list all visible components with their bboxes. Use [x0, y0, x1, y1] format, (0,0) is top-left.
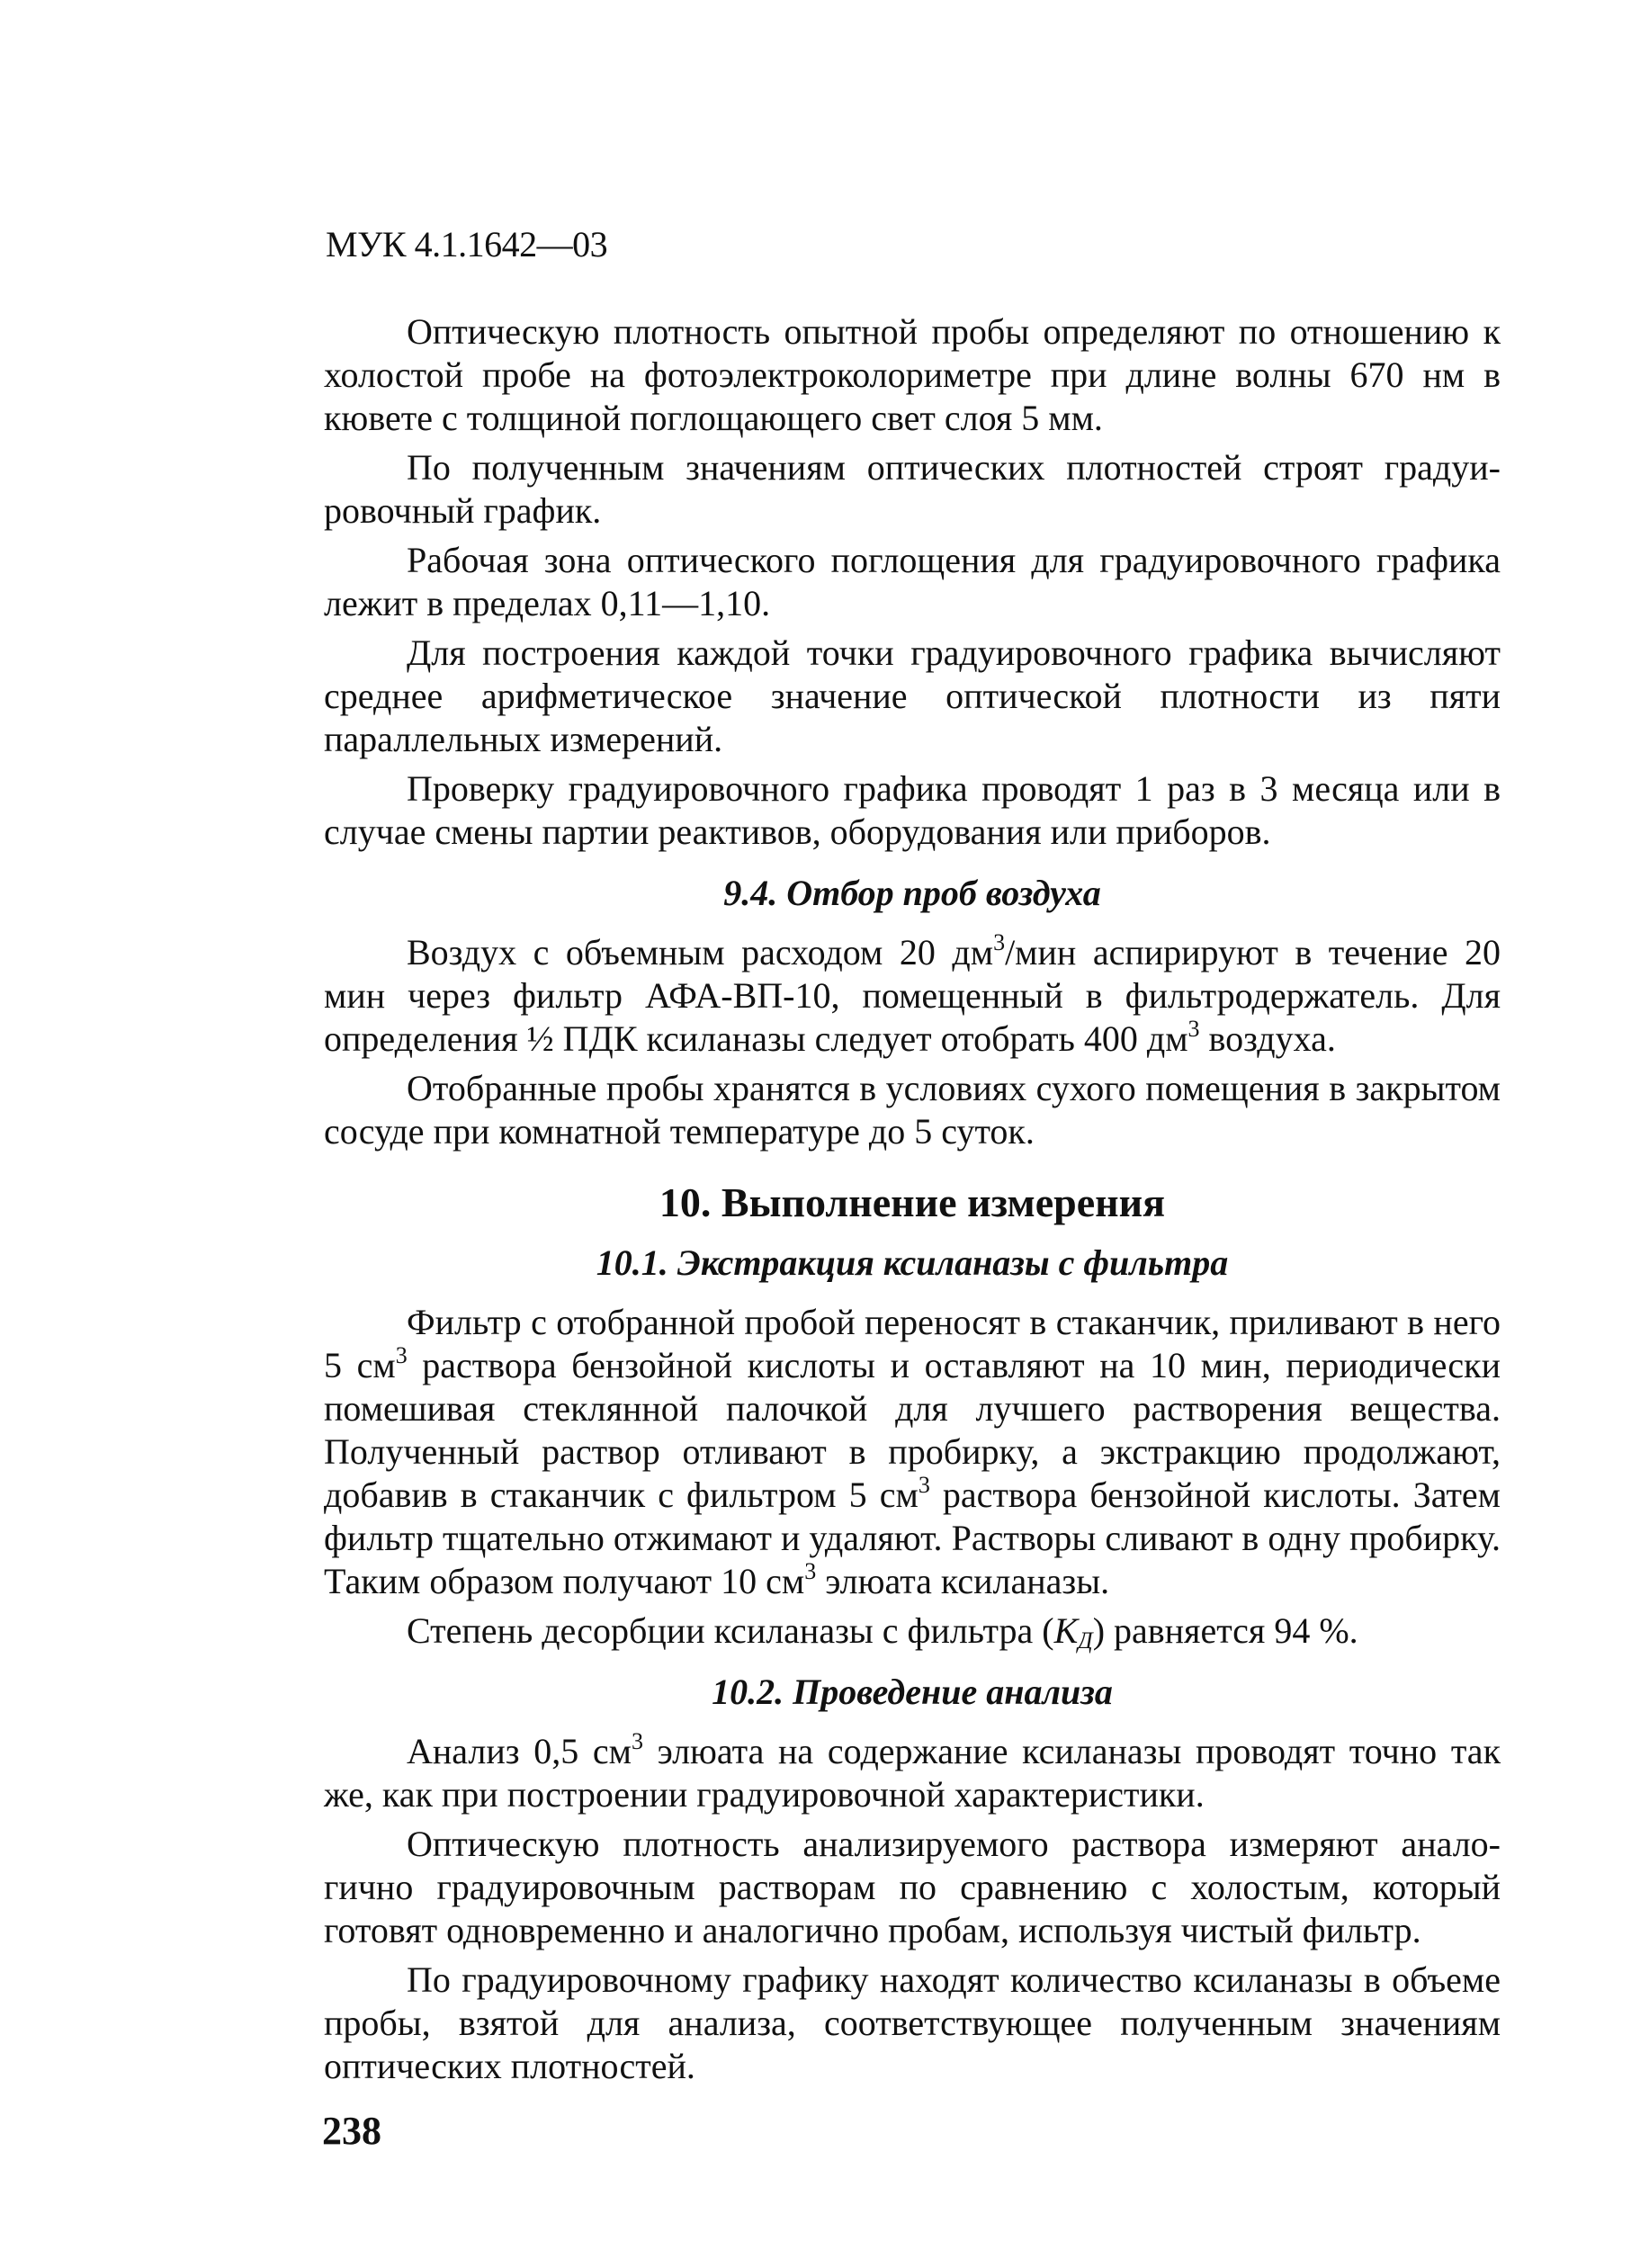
page-content — [324, 310, 1501, 2088]
paragraph: Рабочая зона оптического поглощения для градуировочного графика лежит в пределах 0,11—1,10. — [324, 540, 1501, 623]
paragraph: Оптическую плотность опытной пробы определяют по отношению к холостой пробе на фотоэлектроколориметре при длине волны 670 нм в кювете с толщиной поглощающего свет слоя 5 мм. — [324, 311, 1501, 438]
paragraph: Степень десорбции ксиланазы с фильтра $(К_Д)$ равняется 94 %. — [407, 1610, 1358, 1654]
document-code: МУК 4.1.1642—03 — [326, 224, 608, 264]
paragraph: Для построения каждой точки градуировочного графика вычисляют среднее арифметическое значение оптической плотности из пяти параллельных измерений. — [324, 632, 1501, 759]
subsection-heading-10-2: 10.2. Проведение анализа — [712, 1672, 1113, 1712]
desorption-coefficient: $К_Д$ — [1053, 1610, 1093, 1654]
paragraph: Фильтр с отобранной пробой переносят в стаканчик, приливают в него 5 $см^3$ раствора бензойной кислоты и оставляют на 10 мин, периодически помешивая стеклянной палочкой для лучшего растворения вещества. Полученный раствор отливают в пробирку, а экстракцию продолжают, добавив в стаканчик с фильтром 5 $см^3$ раствора бензойной кислоты. Затем фильтр тщательно отжимают и удаляют. Растворы сливают в одну пробирку. Таким образом получают 10 $см^3$ элюата ксиланазы. — [324, 1302, 1501, 1601]
paragraph: По полученным значениям оптических плотностей строят градуировочный график. — [324, 447, 1501, 531]
subsection-heading-9-4: 9.4. Отбор проб воздуха — [723, 873, 1101, 913]
paragraph: Воздух с объемным расходом 20 $дм^3$/мин аспирируют в течение 20 мин через фильтр АФА-ВП-10, помещенный в фильтродержатель. Для определения ½ ПДК ксиланазы следует отобрать 400 $дм^3$ воздуха. — [324, 929, 1501, 1059]
paragraph: Оптическую плотность анализируемого раствора измеряют аналогично градуировочным растворам по сравнению с холостым, который готовят одновременно и аналогично пробам, используя чистый фильтр. — [324, 1824, 1501, 1950]
page-number: 238 — [322, 2109, 381, 2153]
paragraph: Анализ 0,5 $см^3$ элюата на содержание ксиланазы проводят точно так же, как при построении градуировочной характеристики. — [324, 1728, 1501, 1815]
paragraph: По градуировочному графику находят количество ксиланазы в объеме пробы, взятой для анализа, соответствующее полученным значениям оптических плотностей. — [324, 1959, 1501, 2086]
section-heading-10: 10. Выполнение измерения — [659, 1179, 1166, 1225]
paragraph: Проверку градуировочного графика проводят 1 раз в 3 месяца или в случае смены партии реактивов, оборудования или приборов. — [324, 768, 1501, 852]
subsection-heading-10-1: 10.1. Экстракция ксиланазы с фильтра — [596, 1242, 1229, 1283]
paragraph: Отобранные пробы хранятся в условиях сухого помещения в закрытом сосуде при комнатной температуре до 5 суток. — [324, 1068, 1501, 1152]
